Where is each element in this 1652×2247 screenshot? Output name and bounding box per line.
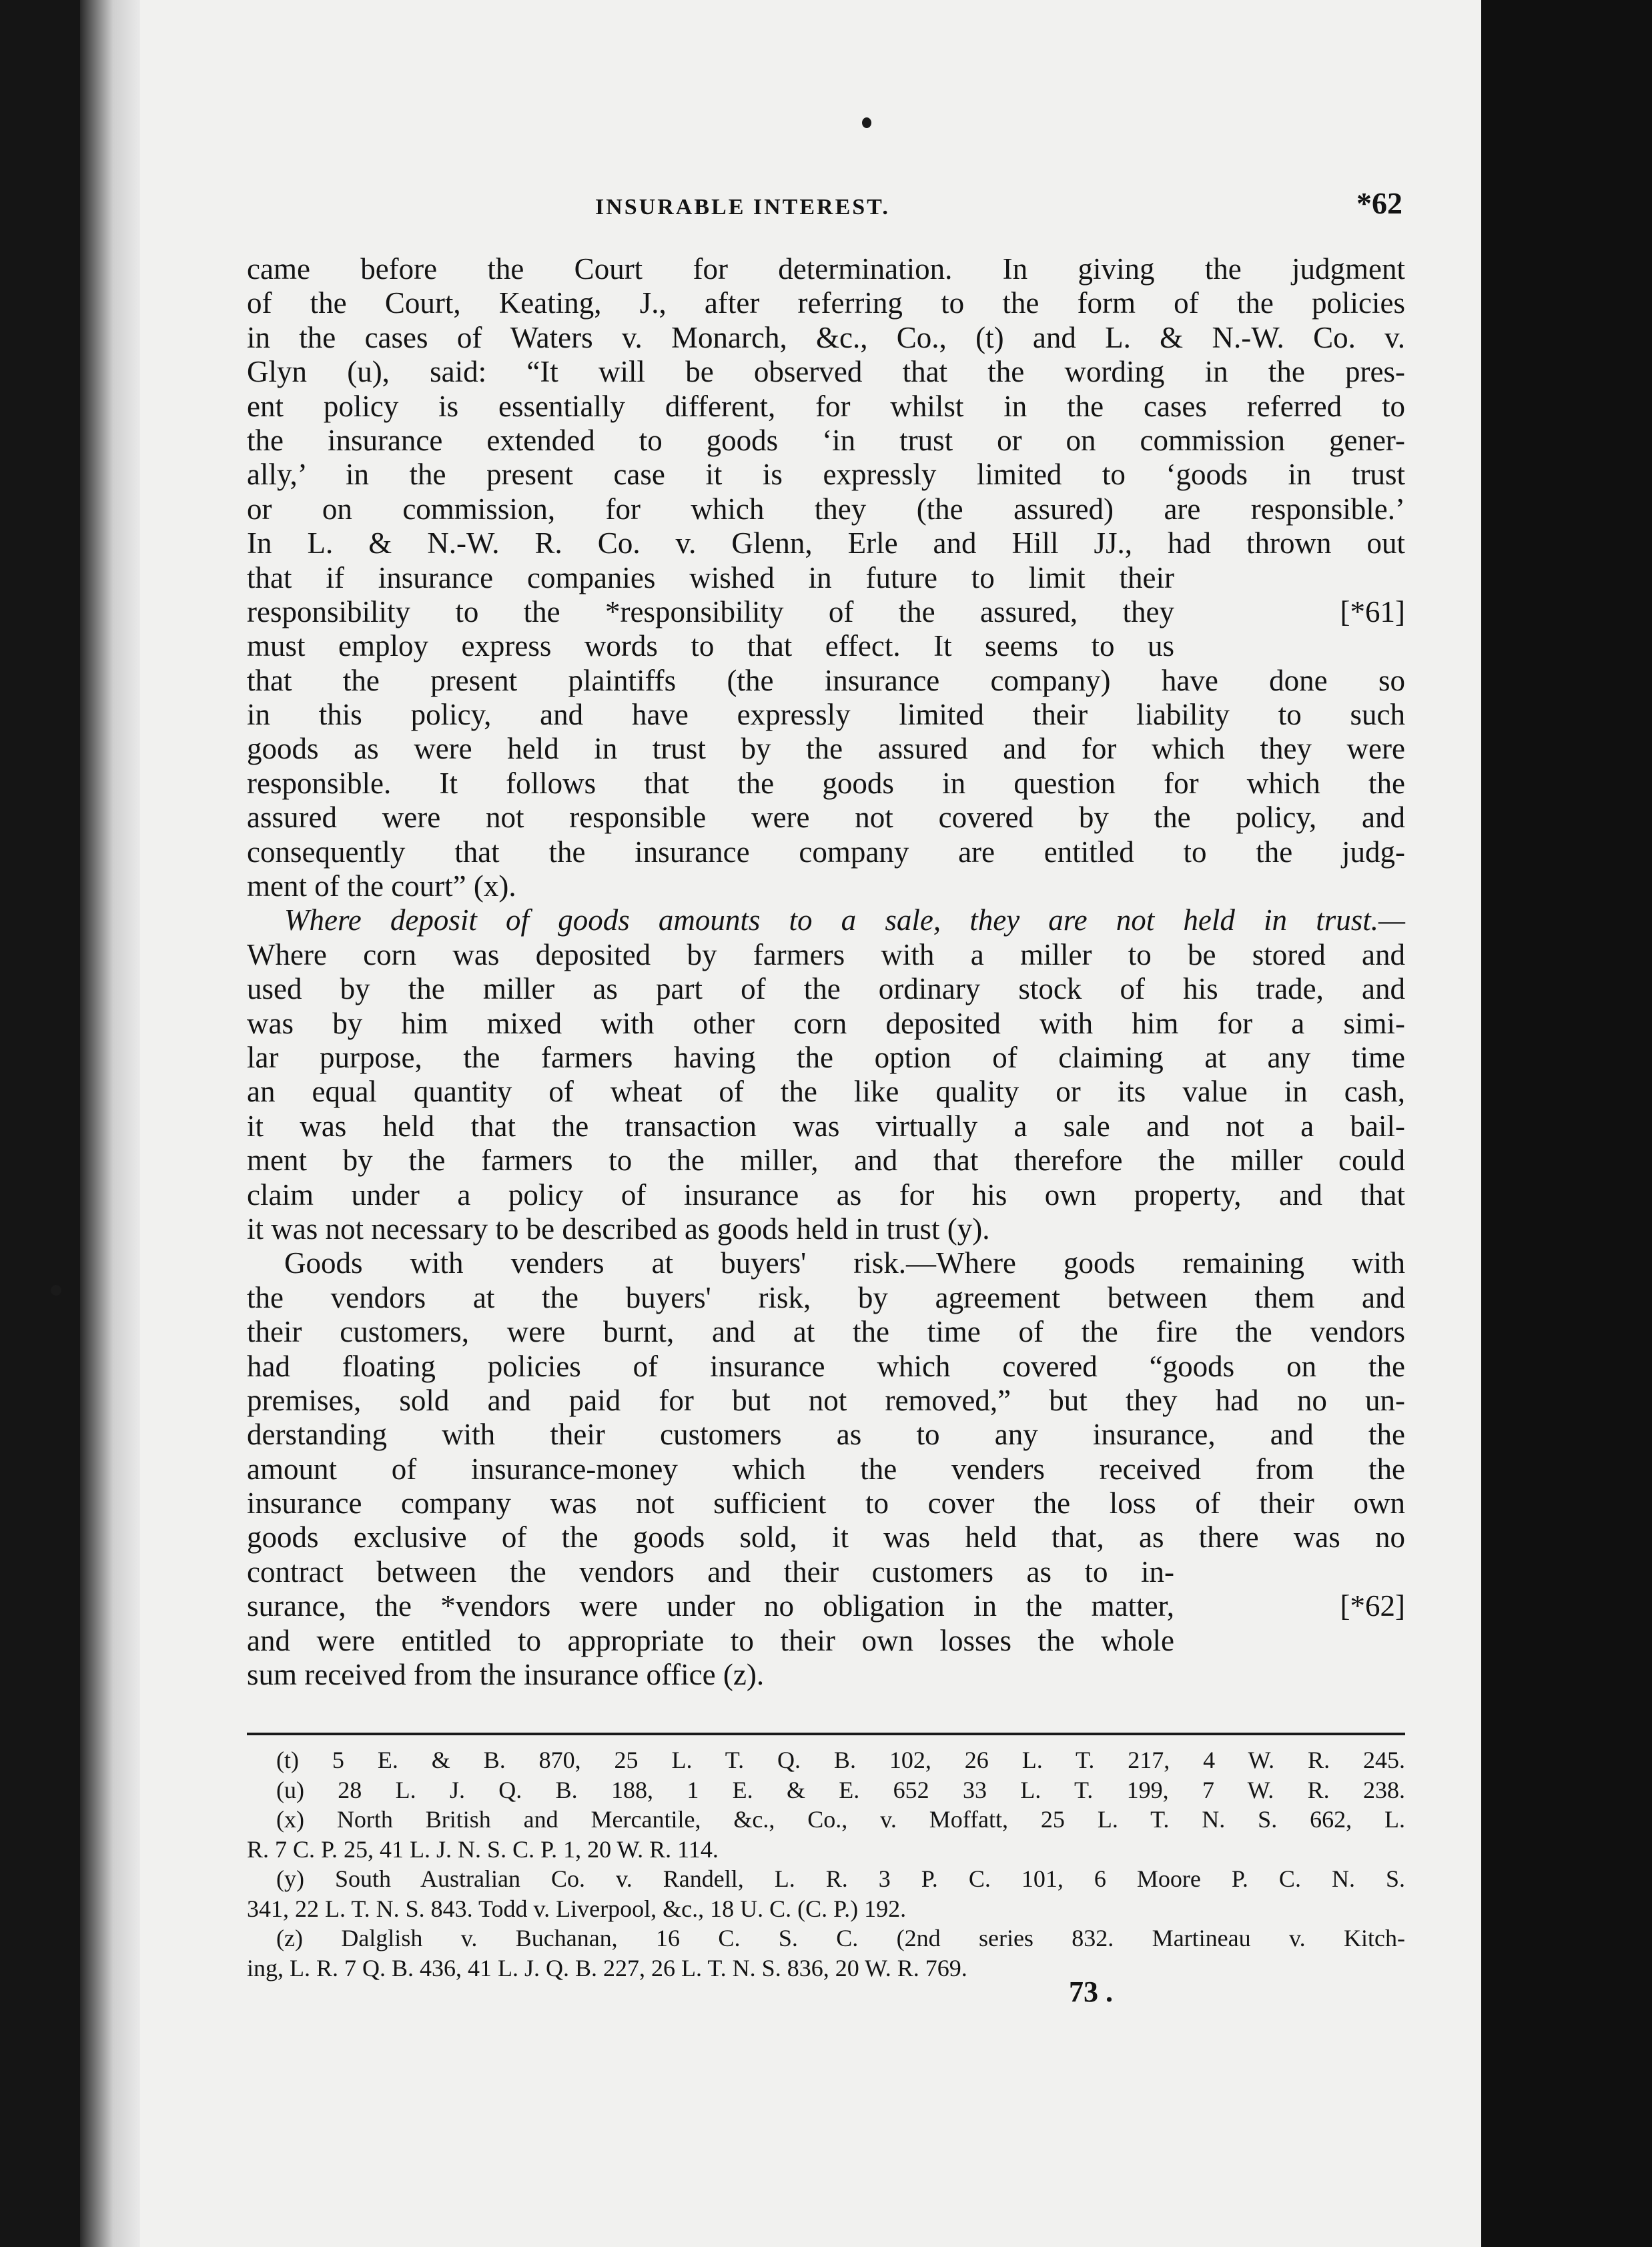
text-line: it was held that the transaction was virtually a sale and not a bail- <box>247 1109 1405 1143</box>
text-line: goods as were held in trust by the assured and for which they were <box>247 732 1405 766</box>
text-line: was by him mixed with other corn deposited with him for a simi- <box>247 1006 1405 1040</box>
body-text <box>247 252 1405 1692</box>
footnote-line: (x) North British and Mercantile, &c., Co., v. Moffatt, 25 L. T. N. S. 662, L. <box>276 1806 1405 1833</box>
text-line: contract between the vendors and their customers as to in- <box>247 1554 1174 1589</box>
text-line: insurance company was not sufficient to cover the loss of their own <box>247 1486 1405 1520</box>
text-line: responsibility to the *responsibility of the assured, they <box>247 594 1174 628</box>
footnote-line: (z) Dalglish v. Buchanan, 16 C. S. C. (2nd series 832. Martineau v. Kitch- <box>276 1925 1405 1951</box>
text-line: an equal quantity of wheat of the like quality or its value in cash, <box>247 1075 1405 1109</box>
signature-mark: 73 . <box>1069 1975 1113 2008</box>
text-line: and were entitled to appropriate to their own losses the whole <box>247 1623 1174 1657</box>
text-line: Where corn was deposited by farmers with a miller to be stored and <box>247 937 1405 971</box>
text-line: used by the miller as part of the ordinary stock of his trade, and <box>247 972 1405 1006</box>
text-line: responsible. It follows that the goods in question for which the <box>247 766 1405 800</box>
text-line: the vendors at the buyers' risk, by agreement between them and <box>247 1280 1405 1314</box>
footnote-line: (y) South Australian Co. v. Randell, L. R. 3 P. C. 101, 6 Moore P. C. N. S. <box>276 1865 1405 1892</box>
text-line: that if insurance companies wished in future to limit their <box>247 560 1174 594</box>
section-heading-line: Goods with venders at buyers' risk.—Where goods remaining with <box>284 1246 1405 1280</box>
text-line: ment by the farmers to the miller, and that therefore the miller could <box>247 1144 1405 1178</box>
text-line: in this policy, and have expressly limited their liability to such <box>247 698 1405 732</box>
ink-speck <box>862 117 871 128</box>
footnote-line: R. 7 C. P. 25, 41 L. J. N. S. C. P. 1, 20 W. R. 114. <box>247 1835 719 1863</box>
text-line: it was not necessary to be described as goods held in trust (y). <box>247 1212 990 1246</box>
facing-page-edge <box>80 0 140 2247</box>
text-line: premises, sold and paid for but not removed,” but they had no un- <box>247 1383 1405 1417</box>
scan-border-left <box>0 0 80 2247</box>
book-page <box>140 0 1481 2247</box>
footnote-line: (u) 28 L. J. Q. B. 188, 1 E. & E. 652 33 L. T. 199, 7 W. R. 238. <box>276 1776 1405 1803</box>
text-line: had floating policies of insurance which covered “goods on the <box>247 1349 1405 1383</box>
text-line: their customers, were burnt, and at the time of the fire the vendors <box>247 1315 1405 1349</box>
footnote-rule <box>247 1733 1405 1735</box>
running-head: INSURABLE INTEREST. <box>595 195 890 219</box>
text-line: that the present plaintiffs (the insurance company) have done so <box>247 663 1405 697</box>
text-line: Glyn (u), said: “It will be observed that the wording in the pres- <box>247 355 1405 389</box>
text-line: came before the Court for determination. In giving the judgment <box>247 252 1405 286</box>
text-line: the insurance extended to goods ‘in trust or on commission gener- <box>247 423 1405 457</box>
scan-border-right <box>1481 0 1652 2247</box>
text-line: sum received from the insurance office (z). <box>247 1658 765 1692</box>
text-line: in the cases of Waters v. Monarch, &c., Co., (t) and L. & N.-W. Co. v. <box>247 320 1405 354</box>
margin-page-ref: [*62] <box>1340 1589 1405 1623</box>
text-line: In L. & N.-W. R. Co. v. Glenn, Erle and Hill JJ., had thrown out <box>247 526 1405 560</box>
text-line: claim under a policy of insurance as for his own property, and that <box>247 1178 1405 1212</box>
page-number: *62 <box>1356 186 1402 220</box>
text-line: ent policy is essentially different, for whilst in the cases referred to <box>247 389 1405 423</box>
footnote-line: ing, L. R. 7 Q. B. 436, 41 L. J. Q. B. 227, 26 L. T. N. S. 836, 20 W. R. 769. <box>247 1954 967 1981</box>
text-line: consequently that the insurance company are entitled to the judg- <box>247 835 1405 869</box>
footnote-line: 341, 22 L. T. N. S. 843. Todd v. Liverpool, &c., 18 U. C. (C. P.) 192. <box>247 1895 907 1922</box>
section-heading-line: Where deposit of goods amounts to a sale, they are not held in trust.— <box>284 903 1405 937</box>
footnotes <box>247 1745 1405 1983</box>
text-line: surance, the *vendors were under no obligation in the matter, <box>247 1589 1174 1623</box>
text-line: lar purpose, the farmers having the option of claiming at any time <box>247 1040 1405 1074</box>
text-line: ally,’ in the present case it is expressly limited to ‘goods in trust <box>247 458 1405 492</box>
footnote-line: (t) 5 E. & B. 870, 25 L. T. Q. B. 102, 26 L. T. 217, 4 W. R. 245. <box>276 1747 1405 1773</box>
text-line: or on commission, for which they (the assured) are responsible.’ <box>247 492 1405 526</box>
text-line: assured were not responsible were not covered by the policy, and <box>247 801 1405 835</box>
text-line: goods exclusive of the goods sold, it was held that, as there was no <box>247 1520 1405 1554</box>
text-line: of the Court, Keating, J., after referring to the form of the policies <box>247 286 1405 320</box>
text-line: amount of insurance-money which the venders received from the <box>247 1452 1405 1486</box>
margin-page-ref: [*61] <box>1340 594 1405 628</box>
page-header <box>140 185 1481 226</box>
text-line: must employ express words to that effect. It seems to us <box>247 629 1174 663</box>
text-line: ment of the court” (x). <box>247 869 516 903</box>
ink-speck <box>51 1285 61 1296</box>
text-line: derstanding with their customers as to any insurance, and the <box>247 1418 1405 1452</box>
